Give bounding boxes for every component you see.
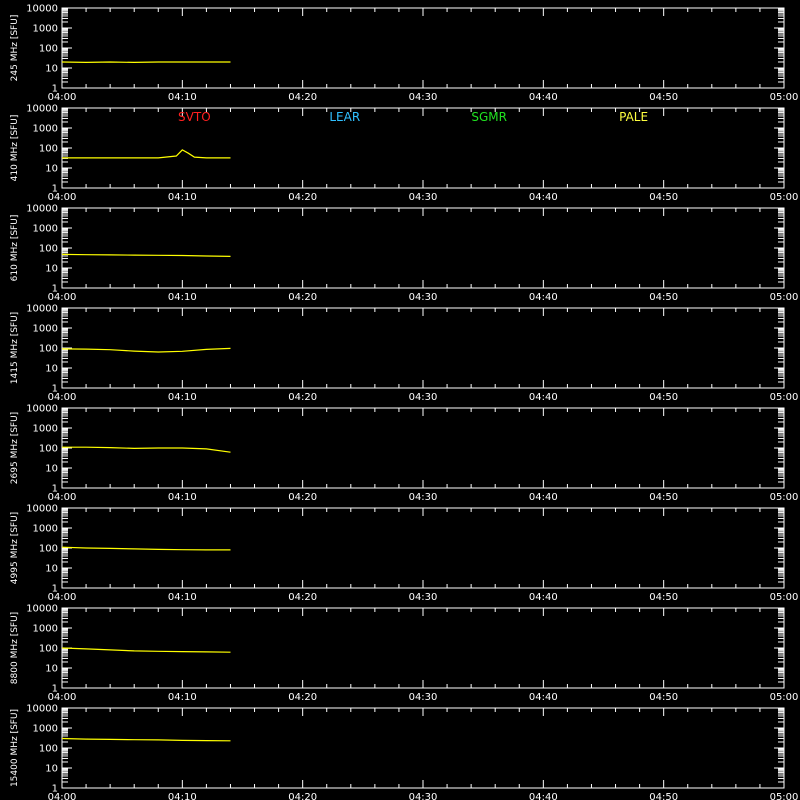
x-tick-label: 05:00 — [769, 492, 799, 503]
x-tick-label: 05:00 — [769, 792, 799, 800]
y-axis-label: 8800 MHz [SFU] — [10, 611, 20, 685]
x-tick-label: 04:30 — [408, 192, 438, 203]
y-tick-label: 1000 — [32, 23, 58, 35]
flux-series-line — [62, 648, 231, 652]
x-tick-label: 04:20 — [288, 92, 318, 103]
plot-frame — [62, 508, 784, 588]
station-label: PALE — [619, 110, 649, 124]
flux-series-line — [62, 447, 231, 452]
y-tick-label: 1 — [51, 783, 58, 795]
x-tick-label: 04:00 — [47, 692, 77, 703]
y-tick-label: 10 — [45, 163, 58, 175]
x-tick-label: 04:30 — [408, 392, 438, 403]
y-tick-label: 10 — [45, 663, 58, 675]
plot-frame — [62, 708, 784, 788]
x-tick-label: 04:10 — [167, 192, 197, 203]
x-tick-label: 04:00 — [47, 592, 77, 603]
y-tick-label: 1000 — [32, 123, 58, 135]
x-tick-label: 04:50 — [649, 592, 679, 603]
x-tick-label: 04:50 — [649, 292, 679, 303]
y-tick-label: 1000 — [32, 523, 58, 535]
x-tick-label: 05:00 — [769, 692, 799, 703]
x-tick-label: 04:40 — [528, 792, 558, 800]
panel-1 — [10, 4, 798, 104]
y-tick-label: 10 — [45, 263, 58, 275]
y-tick-label: 1 — [51, 183, 58, 195]
y-tick-label: 1 — [51, 583, 58, 595]
flux-series-line — [62, 254, 231, 256]
y-tick-label: 1 — [51, 683, 58, 695]
y-axis-label: 4995 MHz [SFU] — [10, 511, 20, 585]
x-tick-label: 04:50 — [649, 392, 679, 403]
y-axis-label: 1415 MHz [SFU] — [10, 311, 20, 385]
x-tick-label: 04:10 — [167, 392, 197, 403]
y-tick-label: 100 — [38, 43, 58, 55]
y-tick-label: 1 — [51, 483, 58, 495]
panel-8 — [10, 704, 798, 800]
x-tick-label: 04:20 — [288, 492, 318, 503]
flux-series-line — [62, 547, 231, 550]
x-tick-label: 04:10 — [167, 792, 197, 800]
y-tick-label: 100 — [38, 443, 58, 455]
y-axis-label: 15400 MHz [SFU] — [10, 708, 20, 788]
x-tick-label: 04:40 — [528, 492, 558, 503]
y-tick-label: 1000 — [32, 623, 58, 635]
panel-3 — [10, 204, 798, 304]
x-tick-label: 04:30 — [408, 492, 438, 503]
flux-series-line — [62, 348, 231, 352]
x-tick-label: 04:40 — [528, 192, 558, 203]
y-tick-label: 10000 — [26, 703, 58, 715]
panel-7 — [10, 604, 798, 704]
panel-5 — [10, 404, 798, 504]
x-tick-label: 04:00 — [47, 292, 77, 303]
y-tick-label: 1 — [51, 383, 58, 395]
panel-2 — [10, 104, 798, 204]
y-tick-label: 1000 — [32, 323, 58, 335]
flux-series-line — [62, 150, 231, 158]
y-tick-label: 1000 — [32, 423, 58, 435]
flux-series-line — [62, 739, 231, 741]
x-tick-label: 04:30 — [408, 292, 438, 303]
y-tick-label: 1 — [51, 283, 58, 295]
x-tick-label: 04:40 — [528, 92, 558, 103]
x-tick-label: 04:10 — [167, 292, 197, 303]
x-tick-label: 04:50 — [649, 92, 679, 103]
panel-6 — [10, 504, 798, 604]
plot-frame — [62, 8, 784, 88]
station-label: SGMR — [471, 110, 507, 124]
x-tick-label: 05:00 — [769, 592, 799, 603]
y-tick-label: 10 — [45, 363, 58, 375]
y-tick-label: 10000 — [26, 503, 58, 515]
y-tick-label: 100 — [38, 743, 58, 755]
x-tick-label: 04:20 — [288, 792, 318, 800]
y-tick-label: 100 — [38, 543, 58, 555]
y-axis-label: 245 MHz [SFU] — [10, 14, 20, 82]
panel-4 — [10, 304, 798, 404]
y-tick-label: 10 — [45, 563, 58, 575]
x-tick-label: 04:00 — [47, 192, 77, 203]
y-tick-label: 1 — [51, 83, 58, 95]
x-tick-label: 04:20 — [288, 292, 318, 303]
x-tick-label: 04:00 — [47, 492, 77, 503]
x-tick-label: 04:30 — [408, 692, 438, 703]
x-tick-label: 04:10 — [167, 692, 197, 703]
x-tick-label: 05:00 — [769, 192, 799, 203]
x-tick-label: 04:30 — [408, 592, 438, 603]
y-tick-label: 100 — [38, 243, 58, 255]
station-label: LEAR — [329, 110, 361, 124]
y-tick-label: 10000 — [26, 403, 58, 415]
x-tick-label: 04:20 — [288, 592, 318, 603]
x-tick-label: 04:40 — [528, 692, 558, 703]
x-tick-label: 04:00 — [47, 392, 77, 403]
plot-frame — [62, 308, 784, 388]
y-axis-label: 410 MHz [SFU] — [10, 114, 20, 182]
y-tick-label: 10000 — [26, 303, 58, 315]
y-axis-label: 610 MHz [SFU] — [10, 214, 20, 282]
x-tick-label: 04:30 — [408, 792, 438, 800]
x-tick-label: 04:40 — [528, 292, 558, 303]
x-tick-label: 04:40 — [528, 392, 558, 403]
y-tick-label: 100 — [38, 343, 58, 355]
x-tick-label: 04:50 — [649, 492, 679, 503]
plot-frame — [62, 108, 784, 188]
y-axis-label: 2695 MHz [SFU] — [10, 411, 20, 485]
x-tick-label: 05:00 — [769, 92, 799, 103]
plot-frame — [62, 208, 784, 288]
x-tick-label: 05:00 — [769, 392, 799, 403]
y-tick-label: 1000 — [32, 723, 58, 735]
y-tick-label: 1000 — [32, 223, 58, 235]
x-tick-label: 04:40 — [528, 592, 558, 603]
y-tick-label: 10 — [45, 63, 58, 75]
y-tick-label: 10000 — [26, 3, 58, 15]
x-tick-label: 04:00 — [47, 792, 77, 800]
x-tick-label: 04:20 — [288, 192, 318, 203]
y-tick-label: 10 — [45, 463, 58, 475]
y-tick-label: 100 — [38, 643, 58, 655]
x-tick-label: 04:20 — [288, 392, 318, 403]
station-label: SVTO — [178, 110, 211, 124]
y-tick-label: 10000 — [26, 603, 58, 615]
x-tick-label: 04:50 — [649, 692, 679, 703]
x-tick-label: 04:10 — [167, 92, 197, 103]
x-tick-label: 04:00 — [47, 92, 77, 103]
y-tick-label: 100 — [38, 143, 58, 155]
plot-frame — [62, 608, 784, 688]
y-tick-label: 10000 — [26, 103, 58, 115]
x-tick-label: 04:50 — [649, 792, 679, 800]
y-tick-label: 10 — [45, 763, 58, 775]
x-tick-label: 04:10 — [167, 492, 197, 503]
x-tick-label: 04:20 — [288, 692, 318, 703]
x-tick-label: 04:50 — [649, 192, 679, 203]
x-tick-label: 05:00 — [769, 292, 799, 303]
y-tick-label: 10000 — [26, 203, 58, 215]
x-tick-label: 04:10 — [167, 592, 197, 603]
x-tick-label: 04:30 — [408, 92, 438, 103]
